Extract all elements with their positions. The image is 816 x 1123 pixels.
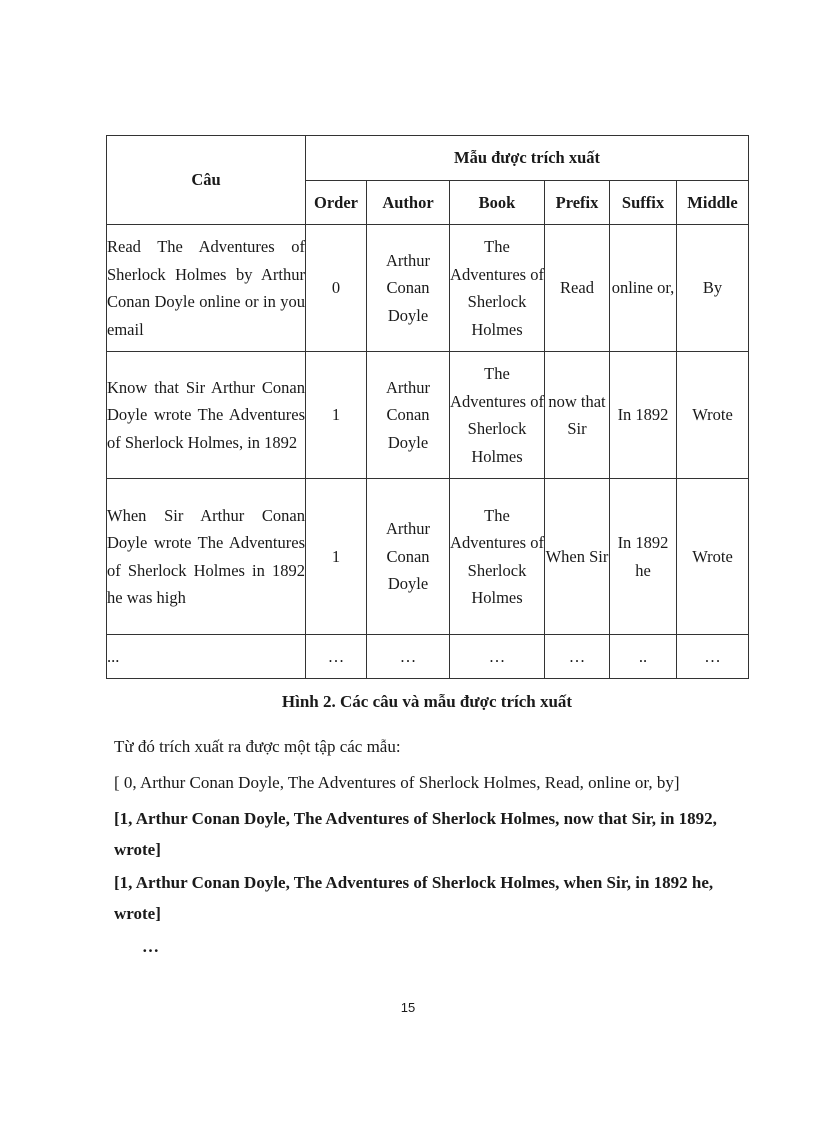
header-prefix: Prefix bbox=[545, 181, 610, 225]
cell-suffix: In 1892 bbox=[610, 352, 677, 479]
page-number: 15 bbox=[400, 1000, 416, 1015]
extracted-patterns-table bbox=[106, 135, 749, 679]
cell-author: Arthur Conan Doyle bbox=[367, 225, 450, 352]
cell-prefix: Read bbox=[545, 225, 610, 352]
cell-suffix: In 1892 he bbox=[610, 479, 677, 635]
cell-suffix: .. bbox=[610, 635, 677, 679]
cell-suffix: online or, bbox=[610, 225, 677, 352]
cell-order: … bbox=[306, 635, 367, 679]
cell-prefix: … bbox=[545, 635, 610, 679]
cell-sentence: When Sir Arthur Conan Doyle wrote The Adventures of Sherlock Holmes in 1892 he was high bbox=[107, 479, 306, 635]
cell-book: The Adventures of Sherlock Holmes bbox=[450, 225, 545, 352]
table-row bbox=[107, 479, 749, 635]
header-suffix: Suffix bbox=[610, 181, 677, 225]
cell-order: 1 bbox=[306, 479, 367, 635]
cell-prefix: When Sir bbox=[545, 479, 610, 635]
header-book: Book bbox=[450, 181, 545, 225]
ellipsis: … bbox=[142, 937, 159, 956]
cell-middle: … bbox=[677, 635, 749, 679]
header-extracted-patterns: Mẫu được trích xuất bbox=[306, 136, 749, 181]
intro-paragraph: Từ đó trích xuất ra được một tập các mẫu: bbox=[114, 737, 401, 756]
cell-author: … bbox=[367, 635, 450, 679]
pattern-line: [1, Arthur Conan Doyle, The Adventures of Sherlock Holmes, when Sir, in 1892 he, wrote] bbox=[114, 873, 714, 923]
header-sentence: Câu bbox=[107, 136, 306, 225]
cell-sentence: ... bbox=[107, 635, 306, 679]
pattern-line: [1, Arthur Conan Doyle, The Adventures of Sherlock Holmes, now that Sir, in 1892, wrote] bbox=[114, 809, 717, 859]
figure-caption: Hình 2. Các câu và mẫu được trích xuất bbox=[281, 692, 573, 711]
cell-order: 1 bbox=[306, 352, 367, 479]
header-middle: Middle bbox=[677, 181, 749, 225]
cell-order: 0 bbox=[306, 225, 367, 352]
cell-book: The Adventures of Sherlock Holmes bbox=[450, 352, 545, 479]
table-row bbox=[107, 225, 749, 352]
cell-middle: Wrote bbox=[677, 479, 749, 635]
table-row bbox=[107, 635, 749, 679]
cell-middle: By bbox=[677, 225, 749, 352]
cell-book: … bbox=[450, 635, 545, 679]
header-author: Author bbox=[367, 181, 450, 225]
cell-sentence: Read The Adventures of Sherlock Holmes by Arthur Conan Doyle online or in you email bbox=[107, 225, 306, 352]
cell-sentence: Know that Sir Arthur Conan Doyle wrote The Adventures of Sherlock Holmes, in 1892 bbox=[107, 352, 306, 479]
table-row bbox=[107, 352, 749, 479]
cell-middle: Wrote bbox=[677, 352, 749, 479]
cell-prefix: now that Sir bbox=[545, 352, 610, 479]
cell-book: The Adventures of Sherlock Holmes bbox=[450, 479, 545, 635]
cell-author: Arthur Conan Doyle bbox=[367, 352, 450, 479]
header-order: Order bbox=[306, 181, 367, 225]
pattern-line: [ 0, Arthur Conan Doyle, The Adventures of Sherlock Holmes, Read, online or, by] bbox=[114, 773, 680, 792]
cell-author: Arthur Conan Doyle bbox=[367, 479, 450, 635]
